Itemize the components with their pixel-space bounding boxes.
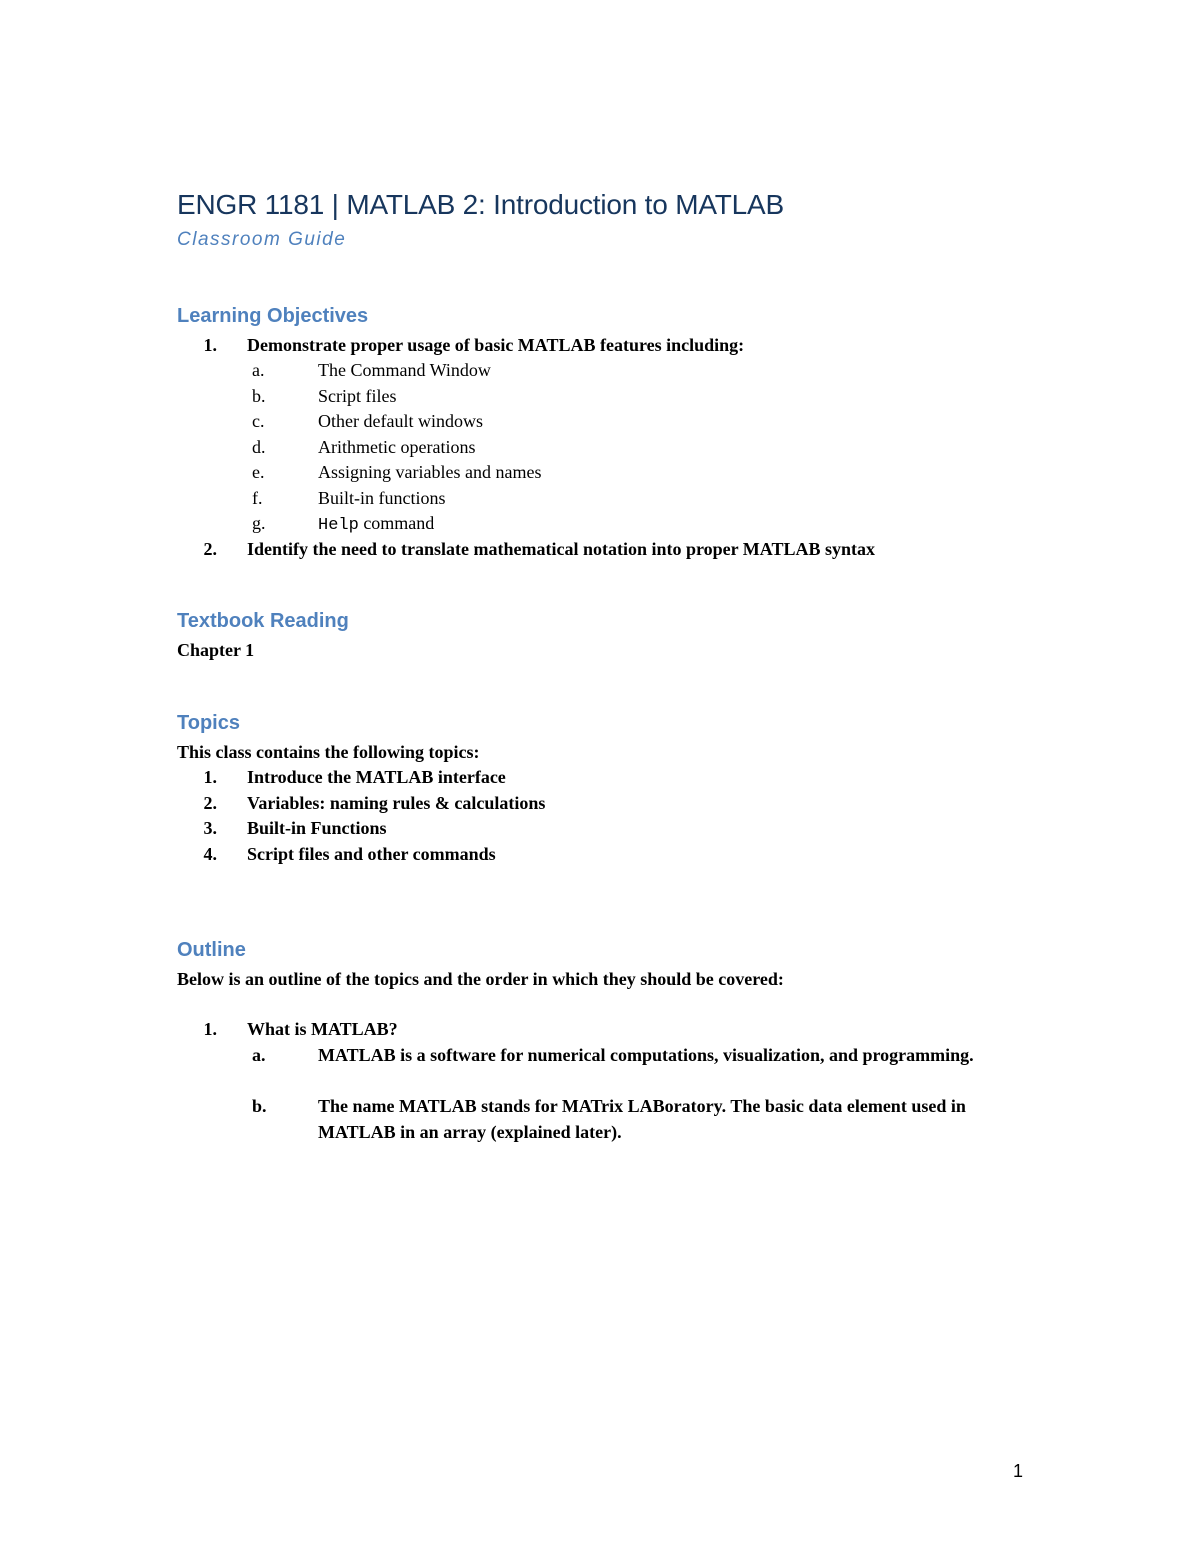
topic-number: 1. [203, 767, 217, 787]
topics-intro: This class contains the following topics: [177, 742, 480, 762]
subitem-letter: a. [252, 1045, 266, 1065]
objective-subitem [177, 384, 1077, 410]
document-title: ENGR 1181 | MATLAB 2: Introduction to MATLAB [177, 189, 784, 220]
topic-item [177, 765, 1077, 791]
objective-subitem [177, 409, 1077, 435]
objective-text: Demonstrate proper usage of basic MATLAB features including: [247, 335, 745, 355]
subitem-text: MATLAB is a software for numerical computations, visualization, and programming. [318, 1045, 974, 1065]
topic-item [177, 842, 1077, 868]
objective-subitem [177, 460, 1077, 486]
objective-item-2-wrap [177, 537, 1077, 563]
subitem-text: Assigning variables and names [318, 462, 542, 482]
learning-objectives-list [177, 333, 1077, 359]
topic-item [177, 791, 1077, 817]
subitem-text: The Command Window [318, 360, 491, 380]
objective-item [177, 333, 1077, 359]
subitem-letter: e. [252, 462, 265, 482]
objective-subitems [177, 358, 1077, 537]
topics-list [177, 765, 1077, 867]
textbook-reading-text: Chapter 1 [177, 640, 255, 660]
topics-heading: Topics [177, 712, 240, 734]
objective-subitem [177, 358, 1077, 384]
subitem-letter: b. [252, 1096, 267, 1116]
outline-subitem [177, 1094, 1017, 1145]
outline-subitems [177, 1043, 1017, 1145]
subitem-letter: b. [252, 385, 266, 406]
textbook-reading-heading: Textbook Reading [177, 610, 349, 632]
subitem-text: The name MATLAB stands for MATrix LABoratory. The basic data element used in MATLAB in an array (explained later). [318, 1096, 966, 1142]
outline-subitem [177, 1043, 1017, 1094]
subitem-letter: d. [252, 436, 266, 457]
outline-heading: Outline [177, 939, 246, 961]
objective-text: Identify the need to translate mathematical notation into proper MATLAB syntax [247, 539, 875, 559]
topic-number: 4. [203, 843, 217, 864]
outline-intro: Below is an outline of the topics and the order in which they should be covered: [177, 969, 784, 989]
topic-text: Variables: naming rules & calculations [247, 792, 546, 813]
objective-item [177, 537, 1077, 563]
outline-number: 1. [203, 1019, 217, 1039]
subitem-letter: a. [252, 360, 265, 380]
outline-item [177, 1017, 1077, 1043]
objective-subitem [177, 511, 1077, 537]
subitem-text: Arithmetic operations [318, 436, 476, 457]
learning-objectives-heading: Learning Objectives [177, 305, 369, 327]
subitem-letter: g. [252, 513, 266, 533]
topic-text: Built-in Functions [247, 818, 387, 838]
help-command-code: Help [318, 516, 359, 535]
outline-text: What is MATLAB? [247, 1019, 398, 1039]
subitem-text: Script files [318, 385, 397, 406]
objective-number: 2. [203, 539, 217, 559]
topic-text: Introduce the MATLAB interface [247, 767, 506, 787]
outline-list [177, 1017, 1077, 1043]
subitem-text: Built-in functions [318, 487, 446, 508]
topic-text: Script files and other commands [247, 843, 496, 864]
topic-item [177, 816, 1077, 842]
objective-subitem [177, 486, 1077, 512]
topic-number: 3. [203, 818, 217, 838]
document-subtitle: Classroom Guide [177, 229, 347, 250]
subitem-text: command [363, 513, 435, 533]
topic-number: 2. [203, 792, 217, 813]
subitem-text: Other default windows [318, 411, 483, 431]
objective-subitem [177, 435, 1077, 461]
objective-number: 1. [203, 335, 217, 355]
subitem-letter: c. [252, 411, 265, 431]
subitem-letter: f. [252, 487, 263, 508]
page-number: 1 [1013, 1461, 1024, 1481]
